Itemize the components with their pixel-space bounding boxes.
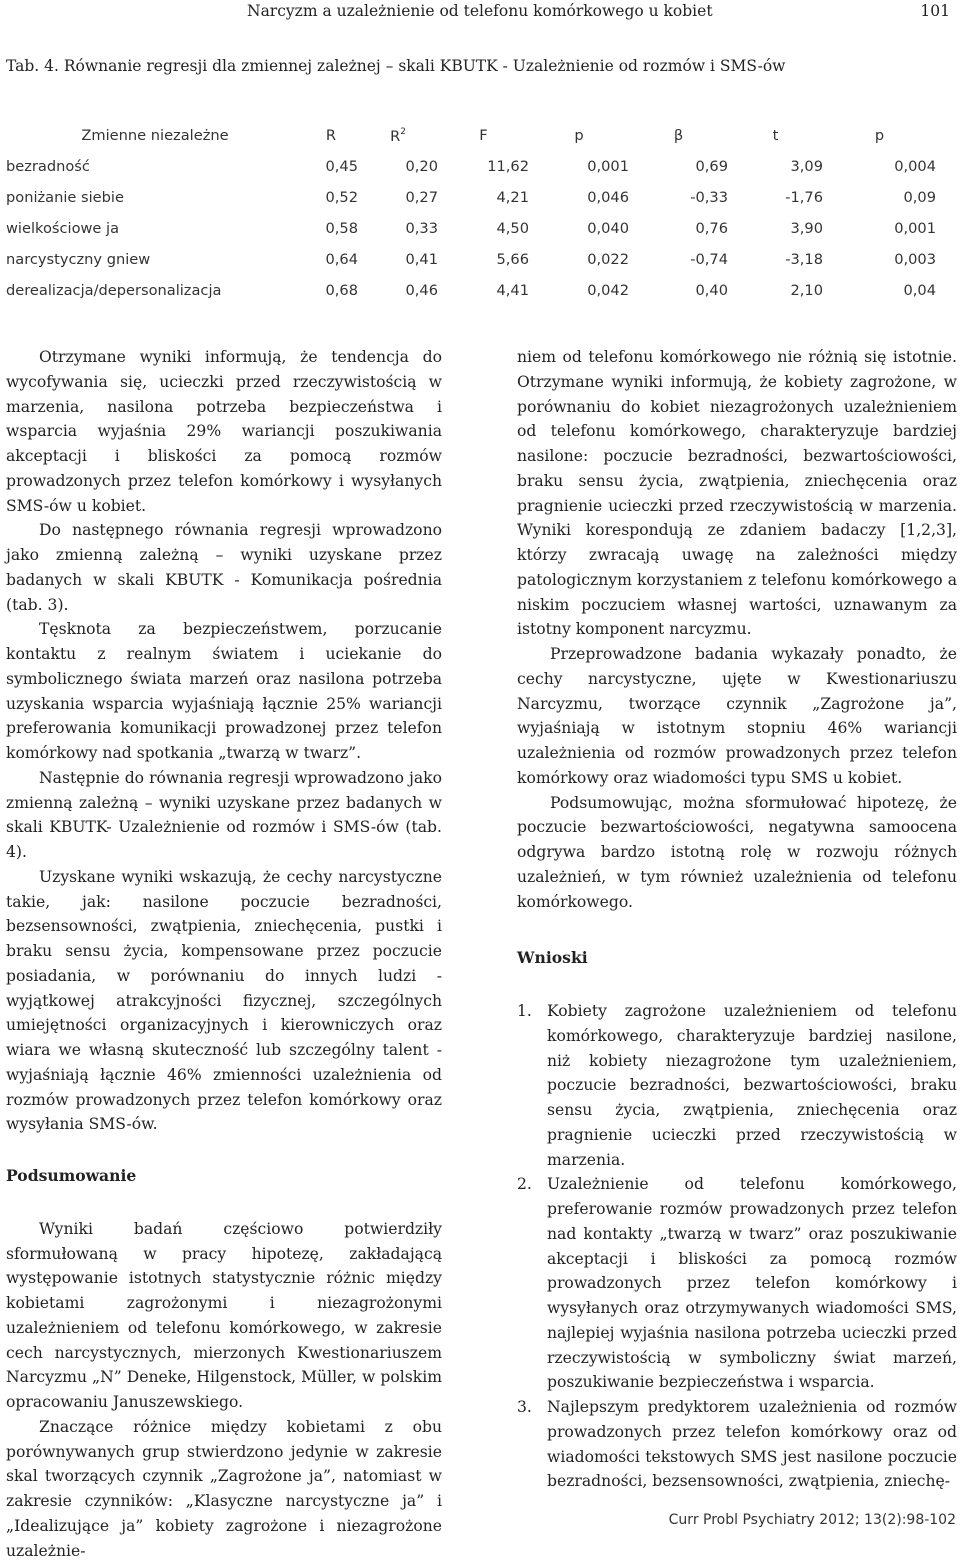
header-cell: p bbox=[574, 127, 584, 144]
paragraph: Wyniki badań częściowo potwierdziły sformułowaną w pracy hipotezę, zakładającą występowanie istotnych statystycznie różnic między kobietami zagrożonymi i niezagrożonymi uzależnieniem od telefonu komórkowego, w zakresie cech narcystycznych, mierzonych Kwestionariuszem Narcyzmu „N” Deneke, Hilgenstock, Müller, w polskim opracowaniu Januszewskiego. bbox=[6, 1219, 442, 1411]
value-cell: -3,18 bbox=[785, 251, 823, 268]
value-cell: 0,76 bbox=[695, 220, 728, 237]
value-cell: 2,10 bbox=[790, 282, 823, 299]
header-cell: β bbox=[673, 127, 684, 144]
list-item bbox=[517, 1395, 957, 1494]
value-cell: 4,41 bbox=[496, 282, 529, 299]
list-number: 2. bbox=[517, 1175, 532, 1194]
value-cell: 4,21 bbox=[496, 189, 529, 206]
value-cell: 0,001 bbox=[894, 220, 936, 237]
paragraph: Tęsknota za bezpieczeństwem, porzucanie kontaktu z realnym światem i uciekanie do symbolicznego świata marzeń oraz nasilona potrzeba uzyskania wsparcia wyjaśniają łącznie 25% wariancji preferowania komunikacji prowadzonej przez telefon komórkowy nad spotkania „twarzą w twarz”. bbox=[6, 620, 442, 762]
list-number: 1. bbox=[517, 1002, 532, 1020]
section-heading-summary: Podsumowanie bbox=[6, 1166, 137, 1185]
value-cell: 3,09 bbox=[790, 158, 823, 175]
value-cell: 0,003 bbox=[894, 251, 936, 268]
list-item bbox=[517, 1172, 957, 1395]
variable-name-cell: wielkościowe ja bbox=[6, 220, 120, 237]
right-column bbox=[517, 345, 957, 1494]
table-row bbox=[6, 275, 936, 306]
paragraph: Podsumowując, można sformułować hipotezę, że poczucie bezwartościowości, negatywna samoocena odgrywa bardzo istotną rolę w rozwoju różnych uzależnień, w tym również uzależnienia od telefonu komórkowego. bbox=[517, 793, 957, 911]
value-cell: 0,022 bbox=[587, 251, 629, 268]
value-cell: 0,046 bbox=[587, 189, 629, 206]
paragraph: Do następnego równania regresji wprowadzono jako zmienną zależną – wyniki uzyskane przez badanych w skali KBUTK - Komunikacja pośrednia (tab. 3). bbox=[6, 521, 442, 614]
running-header bbox=[0, 2, 960, 24]
value-cell: 0,41 bbox=[405, 251, 438, 268]
value-cell: 0,58 bbox=[325, 220, 358, 237]
value-cell: 0,27 bbox=[405, 189, 438, 206]
value-cell: -0,74 bbox=[690, 251, 728, 268]
value-cell: 0,20 bbox=[405, 158, 438, 175]
value-cell: 0,33 bbox=[405, 220, 438, 237]
table-header-row bbox=[6, 120, 936, 151]
list-text: Kobiety zagrożone uzależnieniem od telefonu komórkowego, charakteryzuje bardziej nasilone, niż kobiety niezagrożone tym uzależnieniem, poczucie bezradności, bezwartościowości, braku sensu życia, zwątpienia, zniechęcenia oraz pragnienie ucieczki przed rzeczywistością w marzenia. bbox=[547, 1002, 957, 1169]
value-cell: 0,45 bbox=[325, 158, 358, 175]
value-cell: 0,09 bbox=[903, 189, 936, 206]
paragraph: Następnie do równania regresji wprowadzono jako zmienną zależną – wyniki uzyskane przez badanych w skali KBUTK- Uzależnienie od rozmów i SMS-ów (tab. 4). bbox=[6, 768, 442, 861]
value-cell: 0,040 bbox=[587, 220, 629, 237]
page-number: 101 bbox=[920, 2, 950, 20]
value-cell: 0,46 bbox=[405, 282, 438, 299]
left-column bbox=[6, 345, 442, 1563]
list-text: Najlepszym predyktorem uzależnienia od rozmów prowadzonych przez telefon komórkowy oraz od wiadomości tekstowych SMS jest nasilone poczucie bezradności, bezsensowności, zwątpienia, zniechę- bbox=[547, 1398, 957, 1491]
paragraph: Przeprowadzone badania wykazały ponadto, że cechy narcystyczne, ujęte w Kwestionariuszu Narcyzmu, tworzące czynnik „Zagrożone ja”, wyjaśniają w istotnym stopniu 46% wariancji uzależnienia od rozmów prowadzonych przez telefon komórkowy oraz wiadomości typu SMS u kobiet. bbox=[517, 645, 957, 787]
header-cell: R bbox=[325, 127, 337, 144]
value-cell: 0,04 bbox=[903, 282, 936, 299]
variable-name-cell: bezradność bbox=[6, 158, 90, 175]
table-row bbox=[6, 244, 936, 275]
value-cell: 11,62 bbox=[487, 158, 529, 175]
variable-name-cell: poniżanie siebie bbox=[6, 189, 124, 206]
variable-name-cell: derealizacja/depersonalizacja bbox=[6, 282, 222, 299]
paragraph: Uzyskane wyniki wskazują, że cechy narcystyczne takie, jak: nasilone poczucie bezradności, bezsensowności, zwątpienia, zniechęcenia, pustki i braku sensu życia, kompensowane przez poczucie posiadania, w porównaniu do innych ludzi - wyjątkowej atrakcyjności fizycznej, szczególnych umiejętności organizacyjnych i kierowniczych oraz wiara we własną skuteczność lub szczególny talent - wyjaśniają łącznie 46% zmienności uzależnienia od rozmów prowadzonych przez telefon komórkowy oraz wysyłania SMS-ów. bbox=[6, 867, 442, 1134]
value-cell: 0,001 bbox=[587, 158, 629, 175]
value-cell: 0,40 bbox=[695, 282, 728, 299]
paragraph: Znaczące różnice między kobietami z obu porównywanych grup stwierdzono jedynie w zakresie skal tworzących czynnik „Zagrożone ja”, natomiast w zakresie czynników: „Klasyczne narcystyczne ja” i „Idealizujące ja” kobiety zagrożone i niezagrożone uzależnie- bbox=[6, 1417, 442, 1560]
journal-citation: Curr Probl Psychiatry 2012; 13(2):98-102 bbox=[668, 1512, 956, 1528]
header-cell-r2 bbox=[358, 120, 438, 151]
value-cell: 5,66 bbox=[496, 251, 529, 268]
value-cell: -0,33 bbox=[690, 189, 728, 206]
regression-table bbox=[6, 120, 936, 306]
table-row bbox=[6, 182, 936, 213]
value-cell: 0,004 bbox=[894, 158, 936, 175]
value-cell: 0,64 bbox=[325, 251, 358, 268]
r2-superscript: 2 bbox=[400, 126, 406, 137]
value-cell: 0,68 bbox=[325, 282, 358, 299]
table-row bbox=[6, 213, 936, 244]
conclusions-list bbox=[517, 999, 957, 1494]
value-cell: 0,52 bbox=[325, 189, 358, 206]
variable-name-cell: narcystyczny gniew bbox=[6, 251, 151, 268]
list-number: 3. bbox=[517, 1398, 532, 1416]
header-cell: p bbox=[874, 127, 885, 144]
header-cell: Zmienne niezależne bbox=[81, 127, 229, 144]
r2-base: R bbox=[390, 127, 401, 145]
running-title: Narcyzm a uzależnienie od telefonu komórkowego u kobiet bbox=[247, 2, 713, 20]
header-cell: F bbox=[479, 127, 488, 144]
table-body bbox=[6, 151, 936, 306]
value-cell: 3,90 bbox=[790, 220, 823, 237]
paragraph: niem od telefonu komórkowego nie różnią się istotnie. Otrzymane wyniki informują, że kobiety zagrożone, w porównaniu do kobiet niezagrożonych uzależnieniem od telefonu komórkowego, charakteryzuje bardziej nasilone: poczucie bezradności, bezwartościowości, braku sensu życia, zwątpienia, zniechęcenia oraz pragnienie ucieczki przed rzeczywistością w marzenia. Wyniki korespondują ze zdaniem badaczy [1,2,3], którzy zwracają uwagę na zależności między patologicznym korzystaniem z telefonu komórkowego a niskim poczuciem własnej wartości, uznawanym za istotny komponent narcyzmu. bbox=[517, 348, 957, 639]
value-cell: -1,76 bbox=[785, 189, 823, 206]
table-caption: Tab. 4. Równanie regresji dla zmiennej zależnej – skali KBUTK - Uzależnienie od rozmów i SMS-ów bbox=[6, 57, 786, 75]
section-heading-conclusions: Wnioski bbox=[517, 948, 588, 968]
paragraph: Otrzymane wyniki informują, że tendencja do wycofywania się, ucieczki przed rzeczywistością w marzenia, nasilona potrzeba bezpieczeństwa i wsparcia wyjaśnia 29% wariancji poszukiwania akceptacji i bliskości za pomocą rozmów prowadzonych przez telefon komórkowy i wysyłanych SMS-ów u kobiet. bbox=[6, 348, 442, 515]
value-cell: 0,042 bbox=[587, 282, 629, 299]
value-cell: 4,50 bbox=[496, 220, 529, 237]
list-text: Uzależnienie od telefonu komórkowego, preferowanie rozmów prowadzonych przez telefon nad kontakty „twarzą w twarz” oraz poszukiwanie akceptacji i bliskości za pomocą rozmów prowadzonych przez telefon komórkowy i wysyłanych oraz otrzymywanych wiadomości SMS, najlepiej wyjaśnia nasilona potrzeba ucieczki przed rzeczywistością w symboliczny świat marzeń, poszukiwanie bezpieczeństwa i wsparcia. bbox=[547, 1175, 957, 1392]
list-item bbox=[517, 999, 957, 1172]
value-cell: 0,69 bbox=[695, 158, 728, 175]
header-cell: t bbox=[772, 127, 779, 144]
table-row bbox=[6, 151, 936, 182]
